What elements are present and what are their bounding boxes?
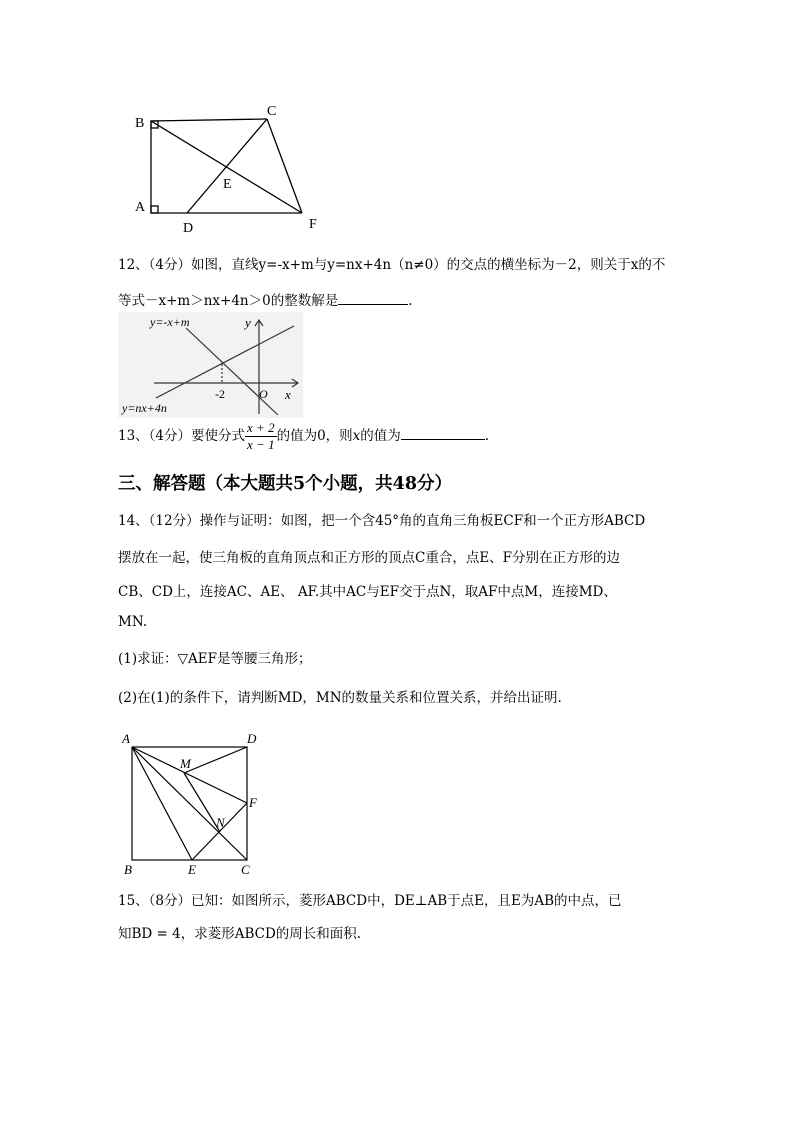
q13-suffix: 的值为 [360,428,401,444]
label-e: E [188,862,196,877]
segment-cf [267,119,302,213]
q12-end: . [408,293,413,309]
label-y-nx-plus-4n: y=nx+4n [122,401,167,415]
y-axis-label: y [245,315,251,330]
label-f: F [309,217,317,232]
figure-quadrilateral [125,98,340,238]
origin-label: O [259,387,268,401]
label-d: D [183,221,194,236]
label-b: B [124,862,132,877]
section-heading: 三、解答题（本大题共5个小题，共48分） [118,474,453,494]
label-a: A [135,200,146,215]
q13-line [118,420,489,453]
q15-line1: 15、（8分）已知：如图所示，菱形ABCD中，DE⊥AB于点E，且E为AB的中点，已 [118,893,622,909]
label-c: C [241,862,250,877]
q14-line2: 摆放在一起，使三角板的直角顶点和正方形的顶点C重合，点E、F分别在正方形的边 [118,550,621,566]
label-f: F [249,795,257,810]
right-angle-mark-a [151,206,158,213]
q14-line1: 14、（12分）操作与证明：如图，把一个含45°角的直角三角板ECF和一个正方形ABCD [118,513,646,529]
q15-line2: 知BD = 4，求菱形ABCD的周长和面积. [118,926,362,942]
segment-mn [184,773,220,832]
label-c: C [267,104,277,119]
label-a: A [122,731,130,746]
label-n: N [216,815,225,830]
fraction [245,420,277,453]
q12-line2-text: 等式－x+m＞nx+4n＞0的整数解是 [118,293,339,309]
segment-dc [187,119,267,213]
x-axis-label: x [285,387,291,402]
fraction-denominator: x − 1 [247,437,275,452]
q14-line4: MN. [118,614,148,630]
segment-bc [151,119,267,121]
x-tick-neg-2: -2 [215,387,225,401]
q14-part2: (2)在(1)的条件下，请判断MD，MN的数量关系和位置关系，并给出证明. [118,690,562,706]
label-d: D [247,731,257,746]
q12-line1: 12、（4分）如图，直线y=-x+m与y=nx+4n（n≠0）的交点的横坐标为－2，则关于x的不 [118,257,666,273]
label-b: B [135,116,145,131]
q13-middle: 的值为0，则 [276,428,353,444]
q12-line2 [118,290,413,310]
answer-blank-12[interactable] [338,290,408,305]
q14-line3: CB、CD上，连接AC、AE、 AF.其中AC与EF交于点N，取AF中点M，连接MD、 [118,584,617,600]
q13-end: . [484,428,490,444]
label-y-neg-x-plus-m: y=-x+m [150,315,190,329]
figure-line-graph [118,312,303,418]
q13-var: x [352,428,361,444]
answer-blank-13[interactable] [401,425,485,440]
q14-part1: (1)求证：▽AEF是等腰三角形； [118,651,312,667]
q13-prefix: 13、（4分）要使分式 [118,428,246,444]
segment-md [184,747,247,773]
label-e: E [223,177,232,192]
label-m: M [180,756,191,771]
fraction-numerator: x + 2 [247,420,275,435]
figure-square [118,727,268,879]
